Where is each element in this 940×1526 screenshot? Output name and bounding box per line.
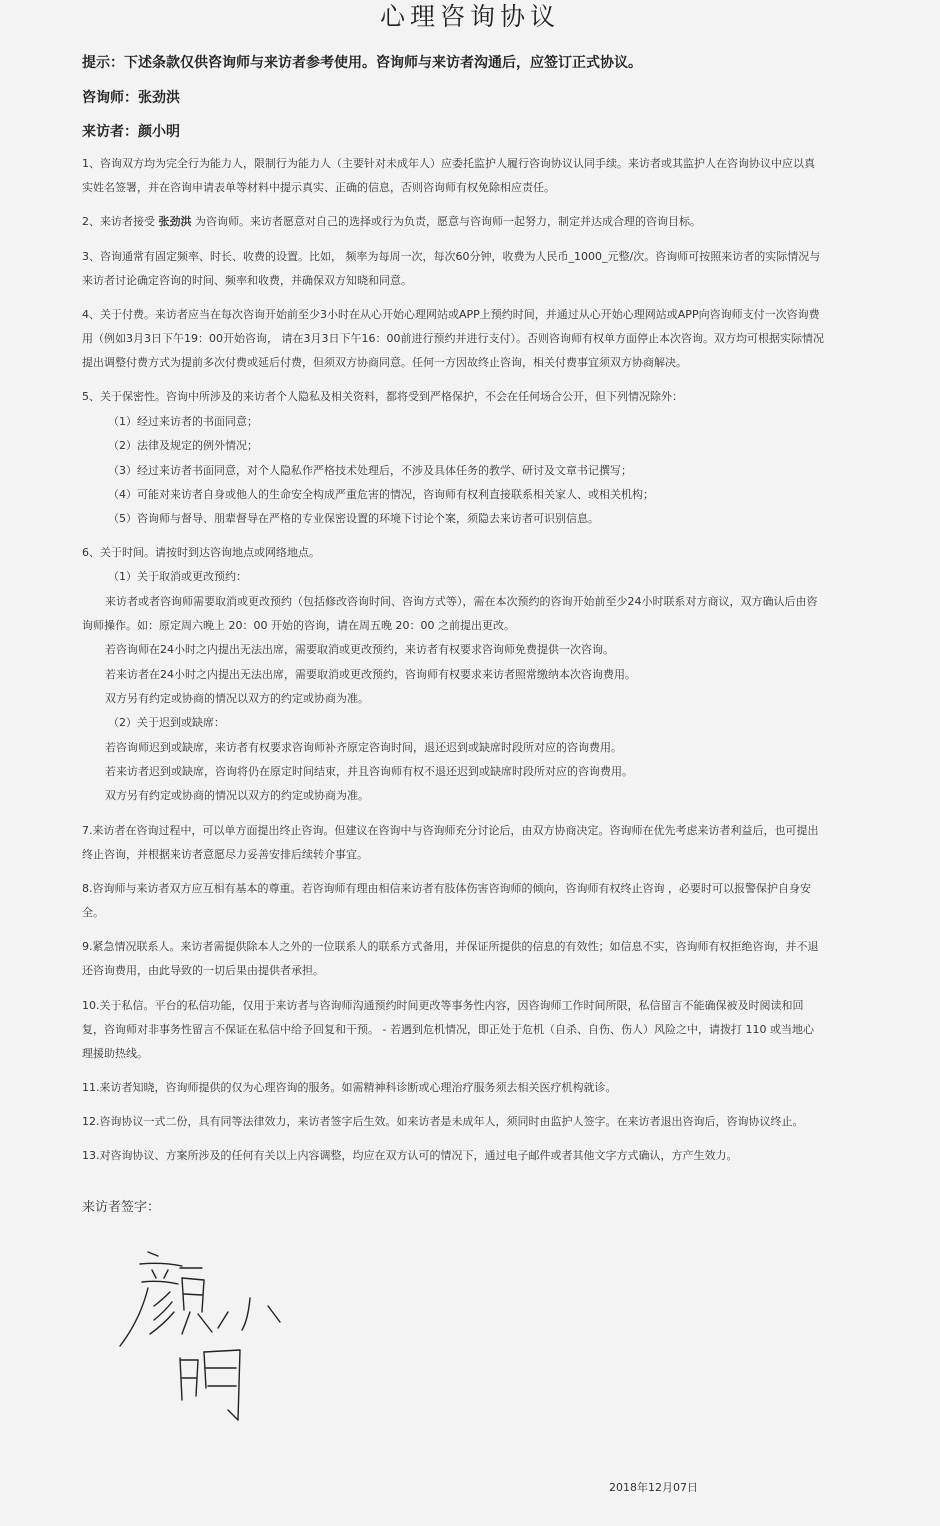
signature-date: 2018年12月07日 (609, 1481, 698, 1494)
clause-6-para-2: 若咨询师在24小时之内提出无法出席，需要取消或更改预约，来访者有权要求咨询师免费提供一次咨询。 (105, 643, 614, 656)
counselor-name: 咨询师：张劲洪 (82, 90, 180, 106)
clause-6-para-4: 双方另有约定或协商的情况以双方的约定或协商为准。 (105, 692, 369, 705)
clause-3-line-1: 3、咨询通常有固定频率、时长、收费的设置。比如， 频率为每周一次，每次60分钟，收费为人民币_1000_元整/次。咨询师可按照来访者的实际情况与 (82, 250, 821, 263)
clause-6-para-7: 双方另有约定或协商的情况以双方的约定或协商为准。 (105, 789, 369, 802)
document-title: 心理咨询协议 (379, 2, 560, 31)
clause-2-suffix: 为咨询师。来访者愿意对自己的选择或行为负责，愿意与咨询师一起努力，制定并达成合理的咨询目标。 (195, 215, 701, 228)
clause-9-line-1: 9.紧急情况联系人。来访者需提供除本人之外的一位联系人的联系方式备用，并保证所提供的信息的有效性；如信息不实，咨询师有权拒绝咨询，并不退 (82, 940, 819, 953)
clause-5-item-2: （2）法律及规定的例外情况； (108, 439, 258, 452)
clause-6-para-1-line-1: 来访者或者咨询师需要取消或更改预约（包括修改咨询时间、咨询方式等），需在本次预约的咨询开始前至少24小时联系对方商议，双方确认后由咨 (105, 595, 818, 608)
notice-text: 提示：下述条款仅供咨询师与来访者参考使用。咨询师与来访者沟通后，应签订正式协议。 (82, 55, 642, 71)
handwritten-signature (110, 1240, 310, 1430)
clause-2-counselor-name: 张劲洪 (158, 215, 192, 228)
clause-4-line-3: 提出调整付费方式为提前多次付费或延后付费，但须双方协商同意。任何一方因故终止咨询，相关付费事宜须双方协商解决。 (82, 356, 687, 369)
clause-10-line-2: 复，咨询师对非事务性留言不保证在私信中给予回复和干预。 - 若遇到危机情况，即正处于危机（自杀、自伤、伤人）风险之中，请拨打 110 或当地心 (82, 1023, 814, 1036)
clause-6: 6、关于时间。请按时到达咨询地点或网络地点。 (82, 546, 320, 559)
clause-2-prefix: 2、来访者接受 (82, 215, 155, 228)
clause-4-line-2: 用（例如3月3日下午19：00开始咨询， 请在3月3日下午16：00前进行预约并进行支付）。否则咨询师有权单方面停止本次咨询。双方均可根据实际情况 (82, 332, 824, 345)
clause-6-sub-2: （2）关于迟到或缺席： (108, 716, 225, 729)
clause-5-item-3: （3）经过来访者书面同意，对个人隐私作严格技术处理后，不涉及具体任务的教学、研讨及文章书记撰写； (108, 464, 632, 477)
visitor-name: 来访者：颜小明 (82, 124, 180, 140)
clause-8-line-1: 8.咨询师与来访者双方应互相有基本的尊重。若咨询师有理由相信来访者有肢体伤害咨询师的倾向，咨询师有权终止咨询 ，必要时可以报警保护自身安 (82, 882, 811, 895)
clause-5-item-4: （4）可能对来访者自身或他人的生命安全构成严重危害的情况，咨询师有权利直接联系相关家人、或相关机构； (108, 488, 654, 501)
clause-7-line-2: 终止咨询，并根据来访者意愿尽力妥善安排后续转介事宜。 (82, 848, 368, 861)
clause-4-line-1: 4、关于付费。来访者应当在每次咨询开始前至少3小时在从心开始心理网站或APP上预约时间，并通过从心开始心理网站或APP向咨询师支付一次咨询费 (82, 308, 820, 321)
clause-1-line-2: 实姓名签署，并在咨询申请表单等材料中提示真实、正确的信息，否则咨询师有权免除相应责任。 (82, 181, 555, 194)
clause-6-sub-1: （1）关于取消或更改预约： (108, 570, 247, 583)
clause-5-item-1: （1）经过来访者的书面同意； (108, 415, 258, 428)
clause-2 (82, 212, 872, 232)
clause-8-line-2: 全。 (82, 906, 104, 919)
clause-3-line-2: 来访者讨论确定咨询的时间、频率和收费，并确保双方知晓和同意。 (82, 274, 412, 287)
clause-7-line-1: 7.来访者在咨询过程中，可以单方面提出终止咨询。但建议在咨询中与咨询师充分讨论后，由双方协商决定。咨询师在优先考虑来访者利益后，也可提出 (82, 824, 819, 837)
clause-13: 13.对咨询协议、方案所涉及的任何有关以上内容调整，均应在双方认可的情况下，通过电子邮件或者其他文字方式确认，方产生效力。 (82, 1149, 738, 1162)
clause-6-para-6: 若来访者迟到或缺席，咨询将仍在原定时间结束，并且咨询师有权不退还迟到或缺席时段所对应的咨询费用。 (105, 765, 633, 778)
clause-6-para-5: 若咨询师迟到或缺席，来访者有权要求咨询师补齐原定咨询时间，退还迟到或缺席时段所对应的咨询费用。 (105, 741, 622, 754)
clause-11: 11.来访者知晓，咨询师提供的仅为心理咨询的服务。如需精神科诊断或心理治疗服务须去相关医疗机构就诊。 (82, 1081, 617, 1094)
clause-6-para-3: 若来访者在24小时之内提出无法出席，需要取消或更改预约，咨询师有权要求来访者照常缴纳本次咨询费用。 (105, 668, 636, 681)
clause-10-line-1: 10.关于私信。平台的私信功能，仅用于来访者与咨询师沟通预约时间更改等事务性内容，因咨询师工作时间所限，私信留言不能确保被及时阅读和回 (82, 999, 804, 1012)
clause-9-line-2: 还咨询费用，由此导致的一切后果由提供者承担。 (82, 964, 324, 977)
clause-1-line-1: 1、咨询双方均为完全行为能力人，限制行为能力人（主要针对未成年人）应委托监护人履行咨询协议认同手续。来访者或其监护人在咨询协议中应以真 (82, 157, 815, 170)
clause-12: 12.咨询协议一式二份，具有同等法律效力，来访者签字后生效。如来访者是未成年人，须同时由监护人签字。在来访者退出咨询后，咨询协议终止。 (82, 1115, 804, 1128)
signature-label: 来访者签字： (82, 1200, 161, 1215)
clause-5-item-5: （5）咨询师与督导、朋辈督导在严格的专业保密设置的环境下讨论个案，须隐去来访者可识别信息。 (108, 512, 599, 525)
clause-5: 5、关于保密性。咨询中所涉及的来访者个人隐私及相关资料，都将受到严格保护，不会在任何场合公开，但下列情况除外： (82, 390, 683, 403)
clause-6-para-1-line-2: 询师操作。如：原定周六晚上 20：00 开始的咨询，请在周五晚 20：00 之前提出更改。 (82, 619, 515, 632)
clause-10-line-3: 理援助热线。 (82, 1047, 148, 1060)
